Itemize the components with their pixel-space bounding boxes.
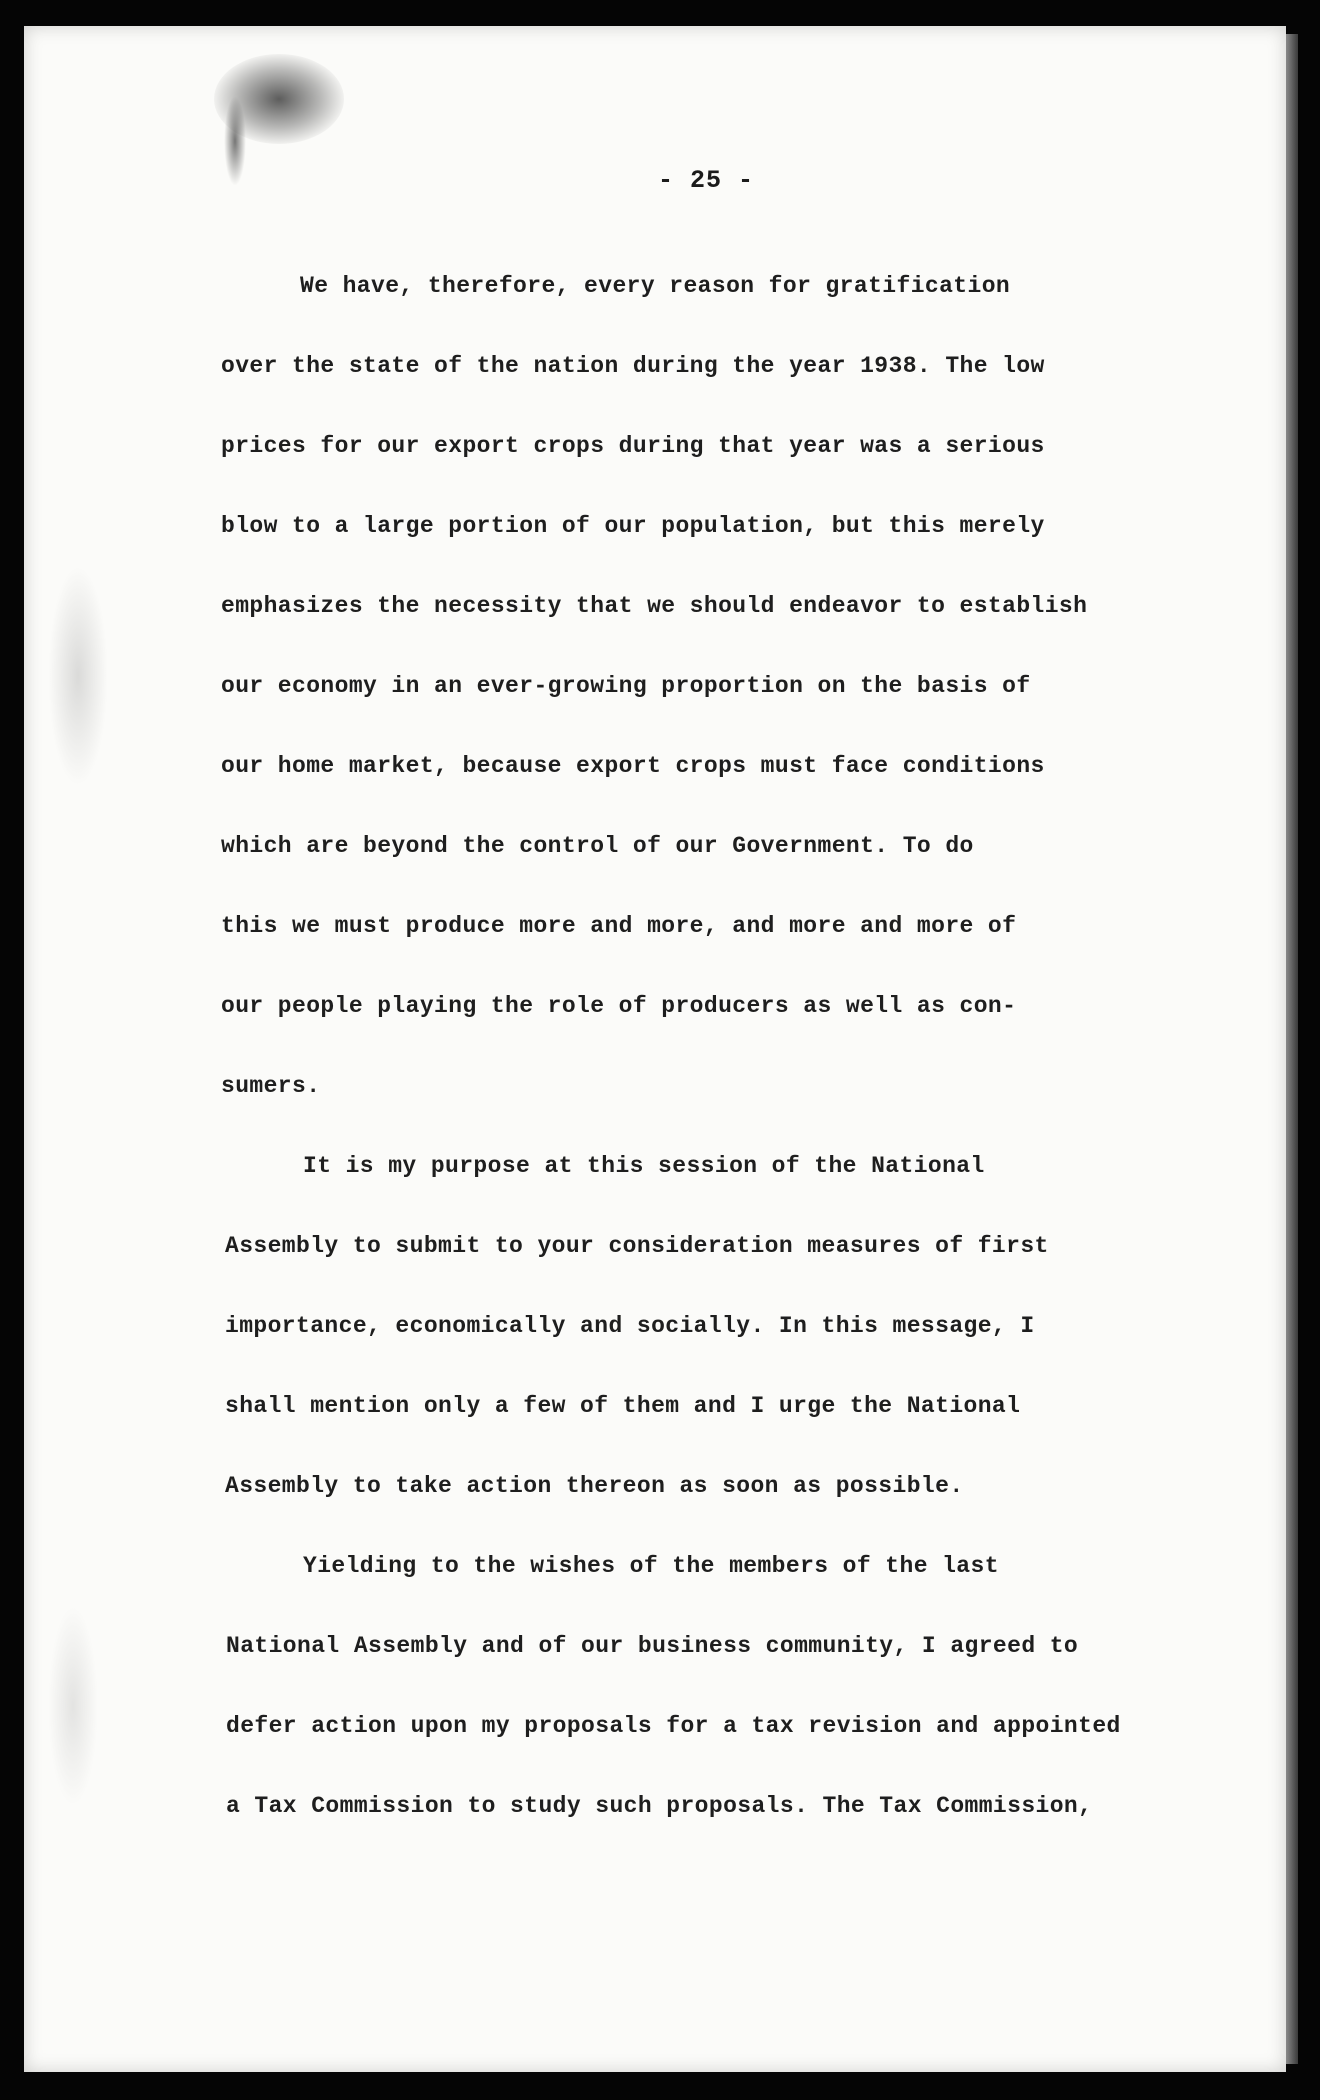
page-number: - 25 - (657, 166, 754, 195)
text-line: defer action upon my proposals for a tax revision and appointed (226, 1713, 1121, 1739)
ink-smudge (214, 54, 344, 144)
text-line: Assembly to take action thereon as soon as possible. (225, 1473, 964, 1499)
text-line: Assembly to submit to your consideration measures of first (225, 1233, 1049, 1259)
page-edge (1286, 34, 1298, 2064)
text-line: blow to a large portion of our population, but this merely (221, 513, 1045, 539)
text-line: prices for our export crops during that year was a serious (221, 433, 1045, 459)
text-line: a Tax Commission to study such proposals. The Tax Commission, (226, 1793, 1093, 1819)
text-line: emphasizes the necessity that we should endeavor to establish (221, 593, 1088, 619)
text-line: importance, economically and socially. In this message, I (225, 1313, 1035, 1339)
text-line: over the state of the nation during the year 1938. The low (221, 353, 1045, 379)
text-line: our economy in an ever-growing proportion on the basis of (221, 673, 1031, 699)
text-line: which are beyond the control of our Government. To do (221, 833, 974, 859)
text-line: National Assembly and of our business community, I agreed to (226, 1633, 1079, 1659)
paper-shadow (48, 1606, 98, 1806)
paper-shadow (48, 566, 108, 786)
text-line: It is my purpose at this session of the National (303, 1153, 985, 1179)
text-line: our home market, because export crops must face conditions (221, 753, 1045, 779)
text-line: Yielding to the wishes of the members of the last (303, 1553, 999, 1579)
text-line: sumers. (221, 1073, 321, 1099)
document-page (24, 26, 1286, 2072)
text-line: our people playing the role of producers as well as con- (221, 993, 1017, 1019)
text-line: this we must produce more and more, and more and more of (221, 913, 1017, 939)
text-line: We have, therefore, every reason for gratification (300, 273, 1011, 299)
text-line: shall mention only a few of them and I urge the National (225, 1393, 1021, 1419)
